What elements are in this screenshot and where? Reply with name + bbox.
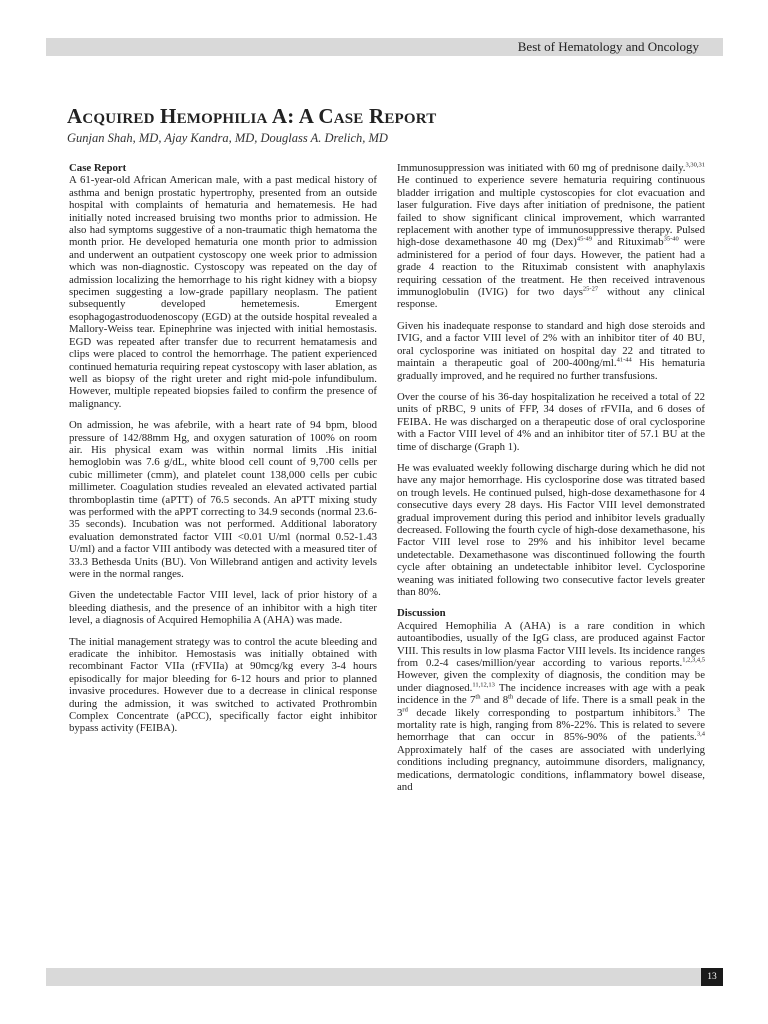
journal-name: Best of Hematology and Oncology [517,39,699,54]
page-number: 13 [701,968,723,986]
right-column [397,162,705,803]
text-run: His hematuria gradually improved, and he required no further transfusions. [397,357,705,382]
citation: 35-40 [663,235,679,243]
case-paragraph-3: Given the undetectable Factor VIII level, lack of prior history of a bleeding diathesis, and the presence of an inhibitor with a high titer level, a diagnosis of Acquired Hemophilia A (AHA) was made. [69,589,377,627]
text-run: were administered for a period of four days. However, the patient had a grade 4 reaction to the Rituximab consistent with anaphylaxis requiring cessation of the treatment. He then received intravenous immunoglobulin (IVIG) for two days [397,236,705,299]
text-run: without any clinical response. [397,286,705,311]
ordinal-suffix: th [475,693,481,701]
treatment-paragraph-4: He was evaluated weekly following discharge during which he did not have any major hemorrhage. His cyclosporine dose was titrated based on trough levels. He continued pulsed, high-dose dexamethasone for 4 consecutive days every 28 days. His Factor VIII level demonstrated gradual improvement during this period and inhibitor levels gradually decreased. Following the fourth cycle of high-dose dexamethasone, his Factor VIII level rose to 29% and his inhibitor level became undetectable. Dexamethasone was discontinued following the fourth cycle after obtaining an undetectable inhibitor level. Cyclosporine weaning was initiated following two consecutive factor levels greater than 80%. [397,461,705,598]
header-bar [46,38,723,56]
text-run: However, given the complexity of diagnosis, the condition may be under diagnosed. [397,669,705,694]
article-title: Acquired Hemophilia A: A Case Report [67,104,437,128]
text-run: The mortality rate is high, ranging from 8%-22%. This is related to severe hemorrhage that can occur in 85%-90% of the patients. [397,706,705,744]
treatment-paragraph-2 [397,320,705,382]
text-run: Approximately half of the cases are associated with underlying conditions including pregnancy, autoimmune disorders, malignancy, medications, dermatologic conditions, inflammatory bowel disease, and [397,743,705,794]
text-run: The incidence increases with age with a peak incidence in the 7 [397,681,705,707]
treatment-paragraph-3: Over the course of his 36-day hospitalization he received a total of 22 units of pRBC, 9 units of FFP, 34 doses of rFVIIa, and 6 doses of FEIBA. He was discharged on a therapeutic dose of oral cyclosporine with a Factor VIII level of 4% and an inhibitor titer of 57.1 BU at the time of discharge (Graph 1). [397,390,705,453]
case-paragraph-2: On admission, he was afebrile, with a heart rate of 94 bpm, blood pressure of 142/88mm Hg, and oxygen saturation of 100% on room air. His physical exam was within normal limits .His initial hemoglobin was 7.6 g/dL, white blood cell count of 9,700 cells per cubic millimeter (cmm), and platelet count 138,000 cells per cubic millimeter. Coagulation studies revealed an elevated activated partial thromboplastin time (aPTT) of 76.5 seconds. An aPTT mixing study was performed with the aPPT correcting to 34.9 seconds (normal 23.6-35 seconds). Incubation was not performed. Additional laboratory evaluation demonstrated factor VIII <0.01 U/ml (normal 0.52-1.43 U/ml) and a factor VIII antibody was detected with a measured titer of 33.3 Bethesda Units (BU). Von Willebrand antigen and activity levels were in the normal ranges. [69,419,377,580]
case-paragraph-4: The initial management strategy was to control the acute bleeding and eradicate the inhibitor. Hemostasis was initially obtained with recombinant Factor VIIa (rFVIIa) at 90mcg/kg every 3-4 hours episodically for major bleeding for 6-12 hours and prior to planned invasive procedures. However due to a decrease in clinical response during the admission, it was switched to activated Prothrombin Complex Concentrate (aPCC), specifically factor eight inhibitor bypass activity (FEIBA). [69,635,377,735]
discussion-paragraph [397,620,705,794]
text-run: Given his inadequate response to standard and high dose steroids and IVIG, and a factor VIII level of 2% with an inhibitor titer of 40 BU, oral cyclosporine was initiated on hospital day 22 and titrated to maintain a therapeutic goal of 200-400ng/ml. [397,319,705,370]
article-authors: Gunjan Shah, MD, Ajay Kandra, MD, Douglass A. Drelich, MD [67,131,388,145]
case-report-heading: Case Report [69,162,127,174]
citation: 11,12,13 [472,681,495,689]
text-run: Acquired Hemophilia A (AHA) is a rare condition in which autoantibodies, usually of the IgG class, are produced against Factor VIII. This results in low plasma Factor VIII levels. Its incidence ranges from 0.2-4 cases/million/year according to various reports. [397,619,705,670]
text-run: decade of life. There is a small peak in the 3 [397,694,706,719]
citation: 41-44 [616,356,632,364]
discussion-heading: Discussion [397,607,446,620]
treatment-paragraph-1 [397,162,705,311]
text-run: and Rituximab [591,236,664,249]
citation: 3,4 [696,730,705,738]
ordinal-suffix: rd [402,706,408,714]
text-run: Immunosuppression was initiated with 60 mg of prednisone daily. [397,162,686,174]
citation: 45-49 [576,235,592,243]
case-paragraph-1: A 61-year-old African American male, with a past medical history of asthma and benign prostatic hypertrophy, presented from an outside hospital with complaints of hematuria and hematemesis. He had initially noted increased bruising two months prior to admission. He also had symptoms suggestive of a non-traumatic thigh hematoma the month prior. He developed hematuria one month prior to admission and underwent an outpatient cystoscopy one week prior to admission which was non-diagnostic. Cystoscopy was repeated on the day of admission localizing the hemorrhage to his right kidney with a biopsy specimen suggesting a low-grade papillary neoplasm. The patient subsequently developed hemetemesis. Emergent esophagogastroduodenoscopy (EGD) at the outside hospital revealed a Mallory-Weiss tear. Epinephrine was injected with initial hemostasis. EGD was repeated after transfer due to recurrent hematamesis and clips were placed to control the hemorrhage. The patient experienced continued hematuria requiring repeat cystoscopy with laser ablation, as well as biopsy of the right ureter and right mid-pole infundibulum. However, multiple repeated biopsies failed to confirm the presence of malignancy. [69,174,377,410]
text-run: decade likely corresponding to postpartum inhibitors. [407,706,677,719]
left-column [69,162,377,744]
citation: 3,30,31 [685,161,705,169]
citation: 3 [676,706,680,714]
footer-bar [46,968,723,986]
ordinal-suffix: th [508,693,514,701]
citation: 25-27 [582,285,599,293]
text-run: and 8 [480,694,509,707]
text-run: He continued to experience severe hematuria requiring continuous bladder irrigation and multiple cystoscopies for clot evacuation and laser fulguration. Five days after initiation of prednisone, the patient failed to show significant clinical improvement, which warranted replacement with another type of immunosuppressive therapy. Pulsed high-dose dexamethasone 40 mg (Dex) [397,174,705,249]
citation: 1,2,3,4,5 [682,656,705,664]
